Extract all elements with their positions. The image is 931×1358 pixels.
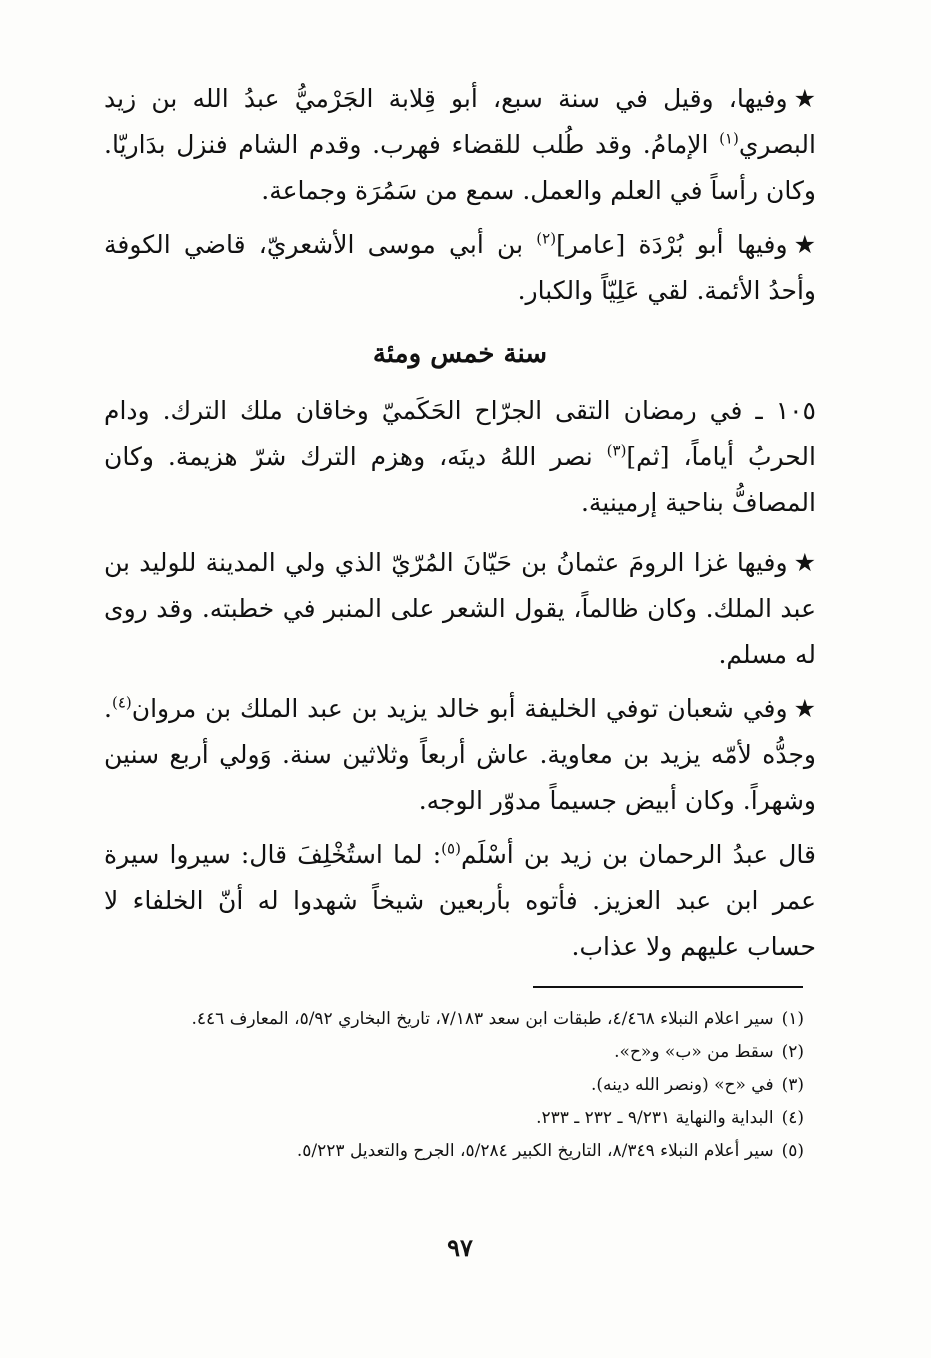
- page-number: ٩٧: [447, 1233, 473, 1262]
- footnote-item: [104, 1003, 804, 1036]
- footnote-item: [104, 1102, 804, 1135]
- footnotes: [104, 1003, 804, 1168]
- paragraph-text: وفيها، وقيل في سنة سبع، أبو قِلابة الجَرْميُّ عبدُ الله بن زيد البصري: [104, 84, 816, 159]
- paragraph-text: الإمامُ. وقد طُلب للقضاء فهرب. وقدم الشام فنزل بدَاريّا. وكان رأساً في العلم والعمل. سمع من سَمُرَة وجماعة.: [104, 130, 816, 205]
- footnote-ref-5: (٥): [441, 839, 461, 858]
- paragraph-text: وفيها أبو بُرْدَة [عامر]: [556, 230, 788, 259]
- paragraph-text: وفي شعبان توفي الخليفة أبو خالد يزيد بن عبد الملك بن مروان: [131, 694, 788, 723]
- paragraph-text: . وجدُّه لأمّه يزيد بن معاوية. عاش أربعاً وثلاثين سنة. وَولي أربع سنين وشهراً. وكان أبيض جسيماً مدوّر الوجه.: [104, 694, 816, 815]
- footnote-text: سير أعلام النبلاء ٨/٣٤٩، التاريخ الكبير ٥/٢٨٤، الجرح والتعديل ٥/٢٢٣.: [296, 1141, 774, 1161]
- paragraph-year-105: [104, 388, 816, 526]
- paragraph-uthman-ibn-hayyan: [104, 540, 816, 678]
- footnote-number: (٥): [781, 1141, 804, 1161]
- footnote-number: (٣): [781, 1075, 804, 1095]
- paragraph-text: وفيها غزا الرومَ عثمانُ بن حَيّانَ المُرّيّ الذي ولي المدينة للوليد بن عبد الملك. وكان ظالماً، يقول الشعر على المنبر في خطبته. وقد روى له مسلم.: [104, 548, 816, 669]
- footnote-ref-3: (٣): [606, 441, 627, 460]
- paragraph-text: بن أبي موسى الأشعريّ، قاضي الكوفة وأحدُ الأئمة. لقي عَلِيّاً والكبار.: [104, 230, 816, 305]
- paragraph-text: : لما استُخْلِفَ قال: سيروا سيرة عمر ابن عبد العزيز. فأتوه بأربعين شيخاً شهدوا له أنّ الخلفاء لا حساب عليهم ولا عذاب.: [104, 840, 816, 961]
- footnote-ref-2: (٢): [536, 229, 557, 248]
- star-bullet-icon: ★: [793, 548, 816, 577]
- section-heading: سنة خمس ومئة: [372, 339, 548, 369]
- footnote-item: [104, 1135, 804, 1168]
- footnote-number: (٤): [781, 1108, 804, 1128]
- footnote-number: (٢): [781, 1042, 804, 1062]
- footnote-item: [104, 1069, 804, 1102]
- footnote-ref-4: (٤): [111, 693, 132, 712]
- paragraph-abd-al-rahman: [104, 832, 816, 970]
- star-bullet-icon: ★: [793, 84, 816, 113]
- paragraph-abu-qilaba: [104, 76, 816, 214]
- paragraph-text: ١٠٥ ـ في رمضان التقى الجرّاح الحَكَميّ وخاقان ملك الترك. ودام الحربُ أياماً، [ثم]: [104, 396, 816, 471]
- footnote-ref-1: (١): [719, 129, 739, 148]
- star-bullet-icon: ★: [793, 230, 816, 259]
- paragraph-abu-burda: [104, 222, 816, 314]
- footnote-item: [104, 1036, 804, 1069]
- footnote-text: سقط من «ب» و«ح».: [614, 1042, 774, 1062]
- footnote-text: سير اعلام النبلاء ٤/٤٦٨، طبقات ابن سعد ٧/١٨٣، تاريخ البخاري ٥/٩٢، المعارف ٤٤٦.: [191, 1009, 774, 1029]
- footnote-text: البداية والنهاية ٩/٢٣١ ـ ٢٣٢ ـ ٢٣٣.: [536, 1108, 774, 1128]
- paragraph-yazid-death: [104, 686, 816, 824]
- footnote-divider: [533, 986, 803, 988]
- footnote-number: (١): [781, 1009, 804, 1029]
- paragraph-text: نصر اللهُ دينَه، وهزم الترك شرّ هزيمة. وكان المصافُّ بناحية إرمينية.: [104, 442, 816, 517]
- star-bullet-icon: ★: [793, 694, 816, 723]
- footnote-text: في «ح» (ونصر الله دينه).: [590, 1075, 774, 1095]
- paragraph-text: قال عبدُ الرحمان بن زيد بن أسْلَم: [460, 840, 816, 869]
